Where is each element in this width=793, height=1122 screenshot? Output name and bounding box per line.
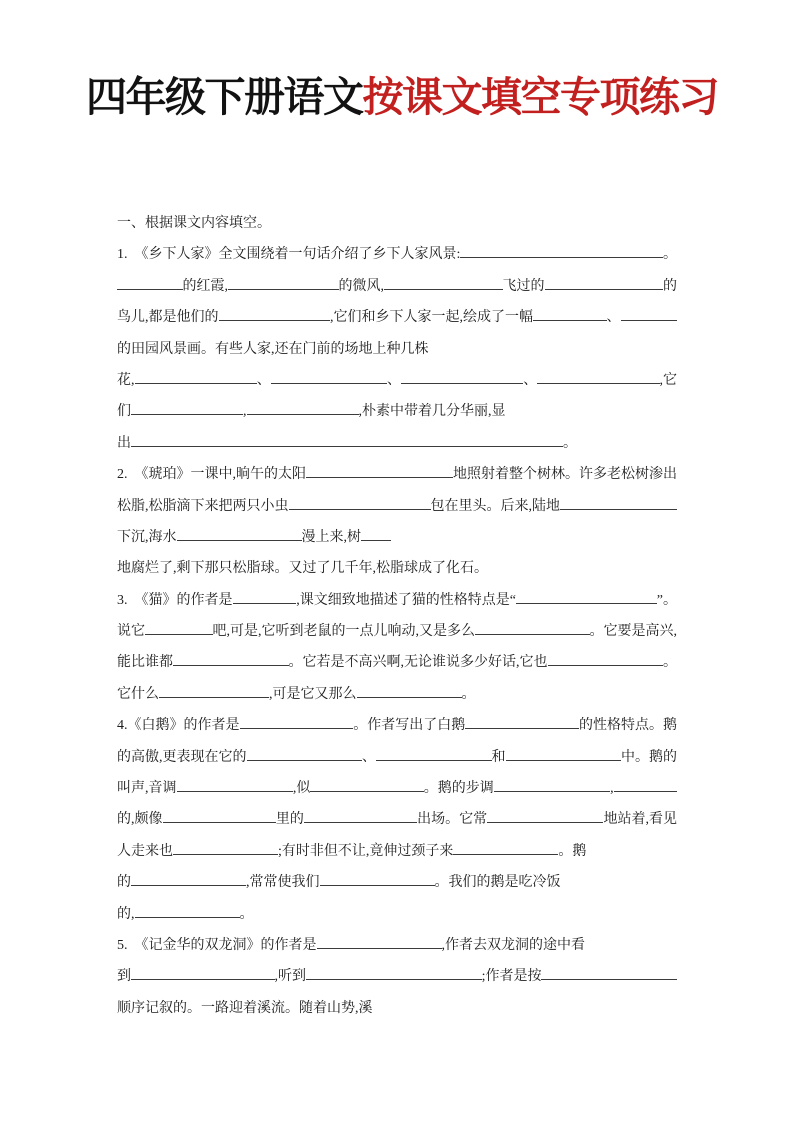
text-run: 松脂,松脂滴下来把两只小虫 [117, 498, 289, 514]
fill-in-blank [320, 874, 435, 886]
text-line [117, 647, 677, 678]
text-run: 顺序记叙的。一路迎着溪流。随着山势,溪 [117, 1000, 373, 1016]
text-run: ,它 [659, 372, 677, 388]
page-title-red: 按课文填空专项练习 [362, 74, 718, 120]
text-run: 的性格特点。鹅 [579, 718, 677, 734]
text-run: 。鹅的步调 [423, 781, 494, 797]
fill-in-blank [306, 466, 453, 478]
fill-in-blank [159, 686, 269, 698]
text-run: 说它 [117, 624, 145, 640]
text-line [117, 616, 677, 647]
fill-in-blank [306, 968, 482, 980]
text-run: 、 [256, 372, 271, 388]
text-run: 、 [387, 372, 401, 388]
text-run: 。鹅 [558, 843, 587, 859]
text-run: 的田园风景画。有些人家,还在门前的场地上种几株 [117, 341, 429, 357]
text-run: ”。 [656, 592, 677, 608]
text-run: 的高傲,更表现在它的 [117, 749, 247, 765]
text-run: 4.《白鹅》的作者是 [117, 718, 240, 734]
text-run: ,听到 [274, 969, 307, 985]
text-run: 地站着,看见 [603, 812, 677, 828]
text-line [117, 553, 677, 584]
section-heading-text: 一、根据课文内容填空。 [117, 216, 271, 231]
fill-in-blank [494, 780, 610, 792]
fill-in-blank [453, 843, 558, 855]
text-run: 的 [663, 278, 677, 294]
fill-in-blank [219, 309, 331, 321]
text-run: 。作者写出了白鹅 [353, 718, 466, 734]
fill-in-blank [545, 278, 664, 290]
fill-in-blank [228, 278, 339, 290]
text-line [117, 679, 677, 710]
text-run: ,似 [292, 781, 311, 797]
fill-in-blank [304, 811, 417, 823]
fill-in-blank [289, 498, 431, 510]
text-line [117, 459, 677, 490]
fill-in-blank [310, 780, 423, 792]
worksheet-body [117, 208, 677, 1024]
text-line [117, 867, 677, 898]
text-line [117, 396, 677, 427]
fill-in-blank [560, 498, 677, 510]
body-lines [117, 239, 677, 1024]
text-run: 漫上来,树 [301, 529, 361, 545]
fill-in-blank [131, 874, 246, 886]
fill-in-blank [614, 780, 677, 792]
fill-in-blank [173, 654, 289, 666]
fill-in-blank [117, 278, 183, 290]
text-run: 的 [117, 875, 131, 891]
text-run: 地腐烂了,剩下那只松脂球。又过了几千年,松脂球成了化石。 [117, 561, 488, 577]
text-line [117, 585, 677, 616]
text-run: 人走来也 [117, 843, 173, 859]
text-run: 鸟儿,都是他们的 [117, 310, 219, 326]
text-run: 。 [663, 247, 677, 263]
text-run: ,可是它又那么 [269, 686, 357, 702]
text-run: 、 [362, 749, 376, 765]
text-run: 下沉,海水 [117, 529, 177, 545]
text-run: 。 [663, 655, 677, 671]
fill-in-blank [533, 309, 607, 321]
text-run: 、 [523, 372, 538, 388]
text-run: ;作者是按 [481, 969, 542, 985]
text-run: 。 [563, 435, 577, 451]
fill-in-blank [271, 372, 387, 384]
fill-in-blank [135, 906, 240, 918]
text-run: 。 [239, 906, 254, 922]
text-run: 地照射着整个树林。许多老松树渗出 [453, 467, 677, 483]
fill-in-blank [135, 372, 257, 384]
text-line [117, 930, 677, 961]
text-run: 5. 《记金华的双龙洞》的作者是 [117, 937, 317, 953]
text-run: ,它们和乡下人家一起,绘成了一幅 [330, 310, 533, 326]
fill-in-blank [131, 968, 275, 980]
text-run: ;有时非但不让,竟伸过颈子来 [278, 843, 454, 859]
fill-in-blank [384, 278, 503, 290]
fill-in-blank [548, 654, 664, 666]
text-run: 。它要是高兴, [589, 624, 677, 640]
fill-in-blank [145, 623, 213, 635]
fill-in-blank [376, 749, 492, 761]
text-line [117, 365, 677, 396]
fill-in-blank [247, 403, 359, 415]
text-run: , [243, 404, 247, 420]
text-line [117, 804, 677, 835]
text-run: ,常常使我们 [246, 875, 320, 891]
fill-in-blank [516, 592, 657, 604]
fill-in-blank [131, 435, 563, 447]
fill-in-blank [506, 749, 622, 761]
fill-in-blank [621, 309, 678, 321]
fill-in-blank [240, 717, 354, 729]
text-line [117, 239, 677, 270]
text-line [117, 773, 677, 804]
text-line [117, 271, 677, 302]
fill-in-blank [163, 811, 276, 823]
text-run: ,作者去双龙洞的途中看 [441, 937, 585, 953]
text-line [117, 899, 677, 930]
fill-in-blank [173, 843, 278, 855]
fill-in-blank [177, 529, 302, 541]
text-run: ,课文细致地描述了猫的性格特点是“ [296, 592, 516, 608]
fill-in-blank [177, 780, 293, 792]
text-run: 飞过的 [502, 278, 545, 294]
text-run: 叫声,音调 [117, 781, 177, 797]
text-run: 的,颇像 [117, 812, 163, 828]
text-line [117, 710, 677, 741]
text-run: 包在里头。后来,陆地 [430, 498, 560, 514]
fill-in-blank [537, 372, 659, 384]
text-run: 中。鹅的 [621, 749, 677, 765]
fill-in-blank [317, 937, 442, 949]
text-line [117, 993, 677, 1024]
fill-in-blank [487, 811, 603, 823]
page-title [86, 72, 718, 122]
text-run: 。我们的鹅是吃冷饭 [434, 875, 561, 891]
fill-in-blank [361, 529, 391, 541]
section-heading [117, 208, 677, 239]
text-line [117, 428, 677, 459]
text-run: , [610, 781, 614, 797]
fill-in-blank [460, 246, 663, 258]
text-line [117, 961, 677, 992]
fill-in-blank [541, 968, 677, 980]
fill-in-blank [247, 749, 363, 761]
text-run: 它什么 [117, 686, 159, 702]
text-line [117, 302, 677, 333]
text-line [117, 742, 677, 773]
text-run: 的红霞, [182, 278, 228, 294]
fill-in-blank [401, 372, 523, 384]
text-run: 的微风, [338, 278, 384, 294]
page-title-black: 四年级下册语文 [86, 74, 363, 120]
text-line [117, 491, 677, 522]
fill-in-blank [357, 686, 462, 698]
text-run: 2. 《琥珀》一课中,晌午的太阳 [117, 467, 306, 483]
text-run: 3. 《猫》的作者是 [117, 592, 233, 608]
text-line [117, 522, 677, 553]
text-run: 和 [491, 749, 506, 765]
text-run: 。 [461, 686, 476, 702]
text-run: 出场。它常 [417, 812, 488, 828]
fill-in-blank [131, 403, 243, 415]
text-run: 里的 [275, 812, 304, 828]
text-line [117, 334, 677, 365]
text-run: 。它若是不高兴啊,无论谁说多少好话,它也 [288, 655, 548, 671]
text-run: ,朴素中带着几分华丽,显 [358, 404, 506, 420]
text-run: 1. 《乡下人家》全文围绕着一句话介绍了乡下人家风景: [117, 247, 461, 263]
text-run: 们 [117, 404, 131, 420]
text-run: 能比谁都 [117, 655, 173, 671]
fill-in-blank [475, 623, 590, 635]
text-run: 吧,可是,它听到老鼠的一点儿响动,又是多么 [212, 624, 475, 640]
text-run: 花, [117, 372, 135, 388]
text-run: 到 [117, 969, 131, 985]
fill-in-blank [465, 717, 579, 729]
text-run: 、 [606, 310, 621, 326]
text-line [117, 836, 677, 867]
text-run: 出 [117, 435, 131, 451]
fill-in-blank [233, 592, 297, 604]
text-run: 的, [117, 906, 135, 922]
